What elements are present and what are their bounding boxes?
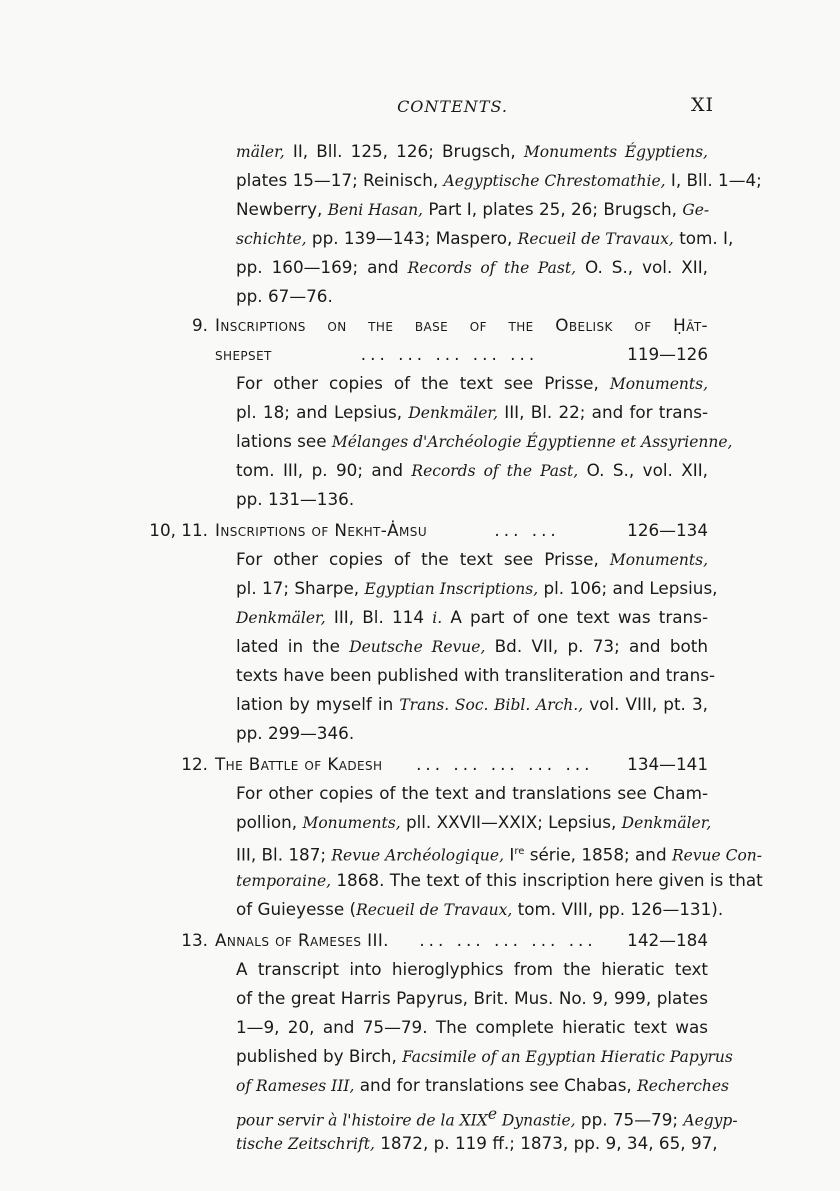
entry-10-11-number: 10, 11. — [149, 520, 208, 540]
entry-10-11-leader-dots: ... ... — [494, 520, 560, 540]
entry-13-title: Annals of Rameses III. — [215, 930, 389, 950]
continuation-line-1: mäler, II, Bll. 125, 126; Brugsch, Monuments Égyptiens, — [236, 141, 708, 161]
entry-9-pages: 119—126 — [627, 344, 708, 364]
entry-13-note-line-7: tische Zeitschrift, 1872, p. 119 ff.; 1873, pp. 9, 34, 65, 97, — [236, 1133, 718, 1153]
entry-10-11-note-line-3: Denkmäler, III, Bl. 114 i. A part of one text was trans- — [236, 607, 708, 627]
entry-12-pages: 134—141 — [627, 754, 708, 774]
entry-10-11-note-line-2: pl. 17; Sharpe, Egyptian Inscriptions, pl. 106; and Lepsius, — [236, 578, 718, 598]
entry-13-leader-dots: ... ... ... ... ... — [419, 930, 597, 950]
entry-10-11-note-line-1: For other copies of the text see Prisse, Monuments, — [236, 549, 708, 569]
entry-10-11-note-line-7: pp. 299—346. — [236, 723, 355, 743]
continuation-line-2: plates 15—17; Reinisch, Aegyptische Chrestomathie, I, Bll. 1—4; — [236, 170, 762, 190]
entry-12-note-line-1: For other copies of the text and translations see Cham- — [236, 783, 708, 803]
entry-12-note-line-2: pollion, Monuments, pll. XXVII—XXIX; Lepsius, Denkmäler, — [236, 812, 712, 832]
entry-13-note-line-5: of Rameses III, and for translations see Chabas, Recherches — [236, 1075, 729, 1095]
entry-9-heading — [215, 340, 708, 369]
entry-9-note-line-2: pl. 18; and Lepsius, Denkmäler, III, Bl. 22; and for trans- — [236, 402, 709, 422]
entry-13-note-line-1: A transcript into hieroglyphics from the hieratic text — [236, 959, 708, 979]
running-header — [185, 94, 720, 124]
entry-12-number: 12. — [181, 754, 208, 774]
entry-12-title: The Battle of Kadesh — [215, 754, 383, 774]
entry-10-11-pages: 126—134 — [627, 520, 708, 540]
continuation-line-4: schichte, pp. 139—143; Maspero, Recueil de Travaux, tom. I, — [236, 228, 734, 248]
entry-9-note-line-5: pp. 131—136. — [236, 489, 355, 509]
entry-13-pages: 142—184 — [627, 930, 708, 950]
entry-9-note-line-4: tom. III, p. 90; and Records of the Past, O. S., vol. XII, — [236, 460, 708, 480]
entry-9-leader-dots: ... ... ... ... ... — [360, 344, 539, 364]
entry-9-title-line-1: Inscriptions on the base of the Obelisk of Ḥāt- — [215, 315, 708, 335]
entry-10-11-heading — [215, 516, 708, 545]
entry-10-11-note-line-6: lation by myself in Trans. Soc. Bibl. Arch., vol. VIII, pt. 3, — [236, 694, 708, 714]
entry-13-note-line-3: 1—9, 20, and 75—79. The complete hieratic text was — [236, 1017, 708, 1037]
continuation-line-5: pp. 160—169; and Records of the Past, O. S., vol. XII, — [236, 257, 708, 277]
entry-10-11-title: Inscriptions of Nekht-Ȧmsu — [215, 520, 428, 540]
entry-13-number: 13. — [181, 930, 208, 950]
entry-13-note-line-4: published by Birch, Facsimile of an Egyptian Hieratic Papyrus — [236, 1046, 733, 1066]
entry-13-note-line-6: pour servir à l'histoire de la XIXe Dynastie, pp. 75—79; Aegyp- — [236, 1105, 738, 1130]
entry-12-note-line-5: of Guieyesse (Recueil de Travaux, tom. VIII, pp. 126—131). — [236, 899, 724, 919]
entry-9-title-line-2: shepset — [215, 344, 272, 364]
entry-13-note-line-2: of the great Harris Papyrus, Brit. Mus. No. 9, 999, plates — [236, 988, 708, 1008]
entry-9-note-line-3: lations see Mélanges d'Archéologie Égyptienne et Assyrienne, — [236, 431, 733, 451]
entry-12-note-line-3: III, Bl. 187; Revue Archéologique, Ire série, 1858; and Revue Con- — [236, 844, 763, 865]
entry-12-leader-dots: ... ... ... ... ... — [416, 754, 594, 774]
entry-13-heading — [215, 926, 708, 955]
entry-10-11-note-line-5: texts have been published with transliteration and trans- — [236, 665, 716, 685]
entry-10-11-note-line-4: lated in the Deutsche Revue, Bd. VII, p. 73; and both — [236, 636, 709, 656]
running-title: CONTENTS. — [397, 97, 508, 116]
entry-12-heading — [215, 750, 708, 779]
entry-9-note-line-1: For other copies of the text see Prisse, Monuments, — [236, 373, 708, 393]
continuation-line-3: Newberry, Beni Hasan, Part I, plates 25, 26; Brugsch, Ge- — [236, 199, 710, 219]
entry-9-number: 9. — [191, 315, 208, 335]
entry-12-note-line-4: temporaine, 1868. The text of this inscription here given is that — [236, 870, 763, 890]
page-number: XI — [690, 94, 714, 116]
continuation-line-6: pp. 67—76. — [236, 286, 333, 306]
